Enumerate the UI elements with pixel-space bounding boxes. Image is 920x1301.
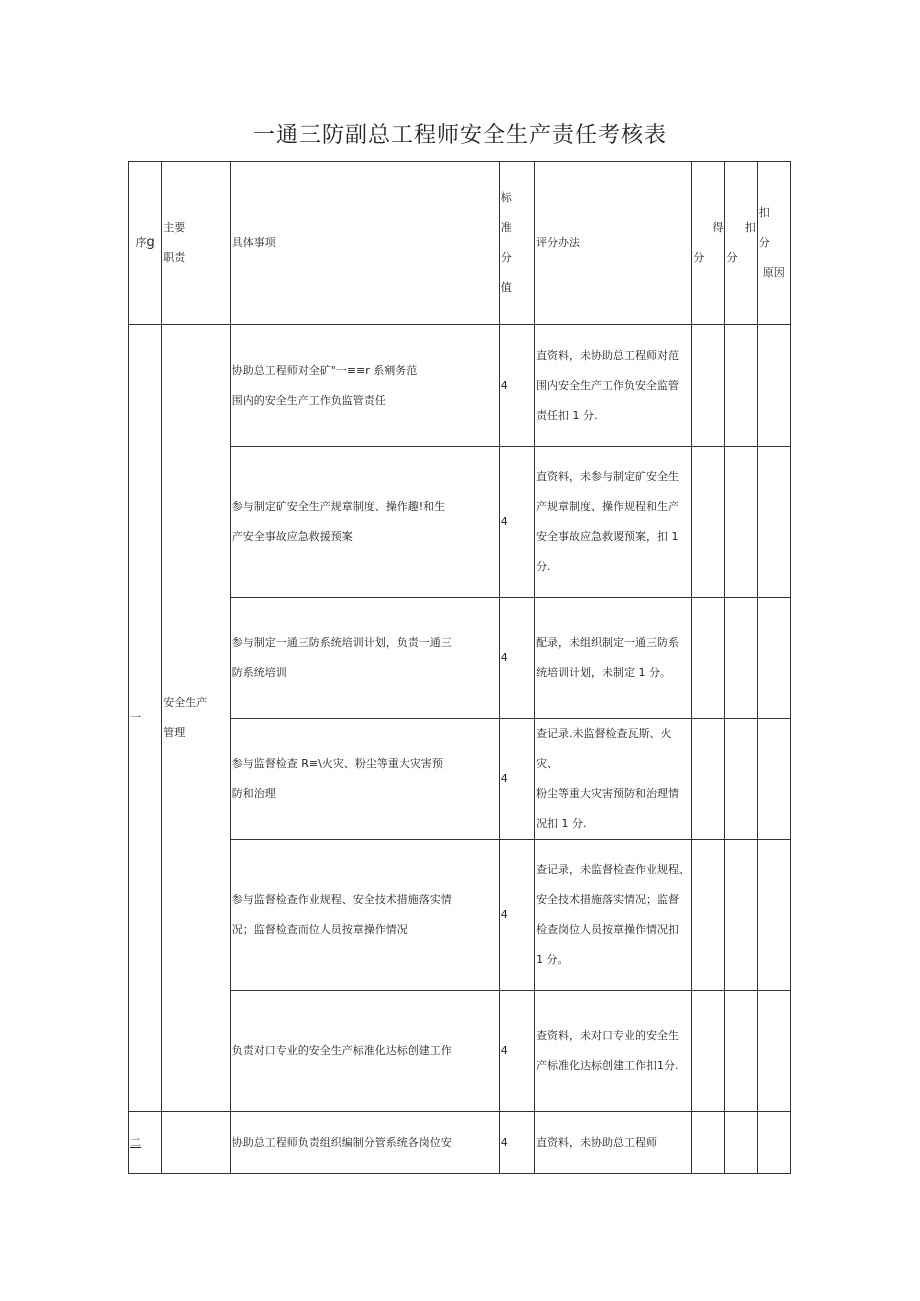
header-seq: 序g	[129, 162, 162, 325]
table-row	[129, 1112, 791, 1174]
section-duty	[162, 1112, 231, 1174]
item-cell: 协助总工程师对全矿"一≡≡r 系剜务范 围内的安全生产工作负监管责任	[230, 325, 499, 447]
deducted-cell[interactable]	[725, 991, 757, 1112]
assessment-table	[128, 161, 791, 1174]
standard-score: 4	[499, 840, 534, 991]
reason-cell[interactable]	[757, 1112, 790, 1174]
standard-score: 4	[499, 719, 534, 840]
header-reason: 扣 分 原因	[757, 162, 790, 325]
reason-cell[interactable]	[757, 447, 790, 598]
method-cell: 直资料，未协助总工程师对范 围内安全生产工作负安全监管 责任扣 1 分.	[535, 325, 692, 447]
reason-cell[interactable]	[757, 325, 790, 447]
header-deducted: 扣 分	[725, 162, 757, 325]
reason-cell[interactable]	[757, 598, 790, 719]
got-score-cell[interactable]	[692, 719, 725, 840]
method-cell: 查资料，未对口专业的安全生 产标准化达标创建工作扣1分.	[535, 991, 692, 1112]
deducted-cell[interactable]	[725, 719, 757, 840]
item-cell: 参与监督检查 R≡\火灾、粉尘等重大灾害预 防和治理	[230, 719, 499, 840]
method-cell: 配录，未组织制定一通三防系 统培训计划，未制定 1 分。	[535, 598, 692, 719]
header-method: 评分办法	[535, 162, 692, 325]
item-cell: 参与监督检查作业规程、安全技术措施落实情 况；监督检查而位人员按章操作情况	[230, 840, 499, 991]
header-standard-score: 标 准 分 值	[499, 162, 534, 325]
method-cell: 直资料，未协助总工程师	[535, 1112, 692, 1174]
item-cell: 参与制定一通三防系统培训计划，负责一通三 防系统培训	[230, 598, 499, 719]
header-item: 具体事项	[230, 162, 499, 325]
got-score-cell[interactable]	[692, 598, 725, 719]
deducted-cell[interactable]	[725, 325, 757, 447]
item-cell: 参与制定矿安全生产规章制度、操作趣!和生 产安全事故应急救援预案	[230, 447, 499, 598]
reason-cell[interactable]	[757, 991, 790, 1112]
deducted-cell[interactable]	[725, 1112, 757, 1174]
header-duty: 主要 职责	[162, 162, 231, 325]
reason-cell[interactable]	[757, 719, 790, 840]
standard-score: 4	[499, 325, 534, 447]
deducted-cell[interactable]	[725, 840, 757, 991]
standard-score: 4	[499, 991, 534, 1112]
reason-cell[interactable]	[757, 840, 790, 991]
page-title: 一通三防副总工程师安全生产责任考核表	[252, 123, 667, 148]
header-got-score: 得 分	[692, 162, 725, 325]
method-cell: 查记录.未监督检查瓦斯、火灾、 粉尘等重大灾害预防和治理情 况扣 1 分.	[535, 719, 692, 840]
item-cell: 协助总工程师负责组织编制分管系统各岗位安	[230, 1112, 499, 1174]
got-score-cell[interactable]	[692, 325, 725, 447]
method-cell: 直资料，未参与制定矿安全生 产规章制度、操作规程和生产 安全事故应急救谡预案，扣 1 分.	[535, 447, 692, 598]
header-row	[129, 162, 791, 325]
section-duty: 安全生产 管理	[162, 325, 231, 1112]
standard-score: 4	[499, 447, 534, 598]
method-cell: 查记录，未监督检查作业规程、 安全技术措施落实情况；监督 检查岗位人员按章操作情况扣 1 分。	[535, 840, 692, 991]
got-score-cell[interactable]	[692, 447, 725, 598]
standard-score: 4	[499, 1112, 534, 1174]
got-score-cell[interactable]	[692, 840, 725, 991]
item-cell: 负责对口专业的安全生产标准化达标创建工作	[230, 991, 499, 1112]
deducted-cell[interactable]	[725, 598, 757, 719]
section-seq: 二	[129, 1112, 162, 1174]
table-row	[129, 325, 791, 447]
standard-score: 4	[499, 598, 534, 719]
got-score-cell[interactable]	[692, 1112, 725, 1174]
got-score-cell[interactable]	[692, 991, 725, 1112]
section-seq: 一	[129, 325, 162, 1112]
deducted-cell[interactable]	[725, 447, 757, 598]
